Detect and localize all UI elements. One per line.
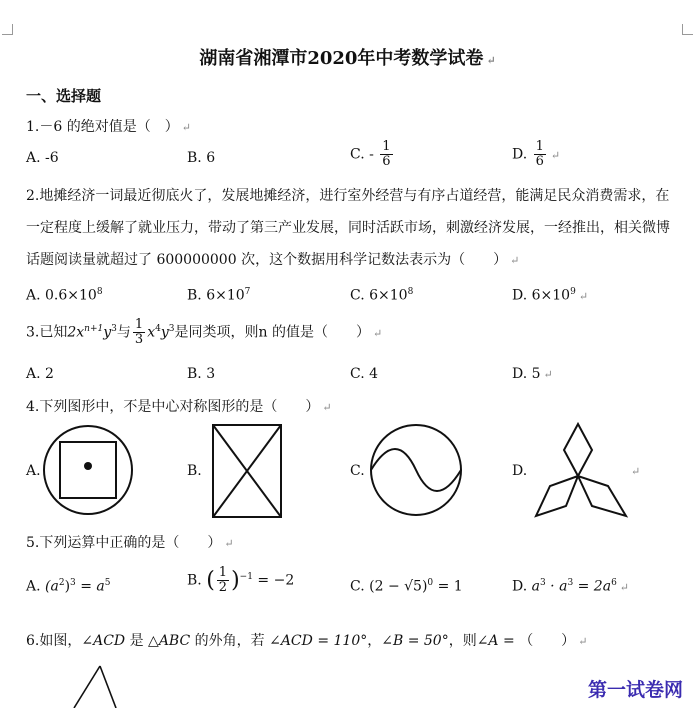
question-4-option-c-label: C. xyxy=(350,463,365,479)
figure-circle-square xyxy=(40,422,136,518)
question-3-option-b: B. 3 xyxy=(187,366,216,382)
question-3-stem: 3.已知$2x^{n+1}y^3$与 $\frac{1}{3}$ $x^4y^3$是同类项，则n 的值是（ ） ↵ xyxy=(26,317,383,347)
question-5-option-b: B. ( $\frac{1}{2}$ )$^{-1}$ = −2 xyxy=(187,565,295,595)
question-5-option-c: C. $(2 - √5)^0 = 1$ xyxy=(350,578,463,595)
figure-three-rhombi xyxy=(532,420,632,520)
question-1-stem: 1.－6 的绝对值是（ ） ↵ xyxy=(26,119,191,135)
corner-mark-right xyxy=(682,24,693,35)
question-5-option-d: D. $a^3 \cdot a^3 = 2a^6$ ↵ xyxy=(512,578,630,595)
question-3-option-c: C. 4 xyxy=(350,366,379,382)
question-1-option-d: D. $\frac{1}{6}$ ↵ xyxy=(512,139,561,169)
section-heading: 一、选择题 xyxy=(26,87,102,105)
question-4-option-b-label: B. xyxy=(187,463,202,479)
figure-triangle-partial xyxy=(60,660,140,708)
question-4-option-d-label: D. xyxy=(512,463,528,479)
figure-crossed-rectangle xyxy=(210,422,284,520)
question-3-option-a: A. 2 xyxy=(26,366,54,382)
question-2-stem: 2.地摊经济一词最近彻底火了，发展地摊经济，进行室外经营与有序占道经营，能满足民众消费需求，在一定程度上缓解了就业压力，带动了第三产业发展，同时活跃市场，刺激经济发展，一经推出，相关微博话题阅读量就超过了 600000000 次，这个数据用科学记数法表示为（ ） ↵ xyxy=(26,188,670,268)
question-3-option-d: D. 5 ↵ xyxy=(512,366,553,382)
watermark-logo: 第一试卷网 xyxy=(587,679,683,701)
paragraph-mark: ↵ xyxy=(631,465,641,478)
page-title: 湖南省湘潭市2020年中考数学试卷 ↵ xyxy=(199,48,496,69)
corner-mark-left xyxy=(2,24,13,35)
question-1-option-a: A. -6 xyxy=(26,150,59,166)
question-2-option-a: A. $0.6\times 10^8$ xyxy=(26,287,103,304)
question-5-stem: 5.下列运算中正确的是（ ） ↵ xyxy=(26,535,234,551)
question-5-option-a: A. $(a^2)^3 = a^5$ xyxy=(26,578,111,595)
question-4-stem: 4.下列图形中，不是中心对称图形的是（ ） ↵ xyxy=(26,399,332,415)
question-6-stem: 6.如图，∠ACD 是 △ABC 的外角，若 ∠ACD = 110°，∠B = 50°，则∠A = （ ） ↵ xyxy=(26,633,588,649)
question-1-option-c: C. - $\frac{1}{6}$ xyxy=(350,139,391,169)
question-1-option-b: B. 6 xyxy=(187,150,216,166)
question-2-option-c: C. $6\times 10^8$ xyxy=(350,287,414,304)
question-2-option-d: D. $6\times 10^9$ ↵ xyxy=(512,287,589,304)
question-2-option-b: B. $6\times 10^7$ xyxy=(187,287,251,304)
question-4-option-a-label: A. xyxy=(26,463,41,479)
figure-yin-yang-curve xyxy=(368,422,464,518)
